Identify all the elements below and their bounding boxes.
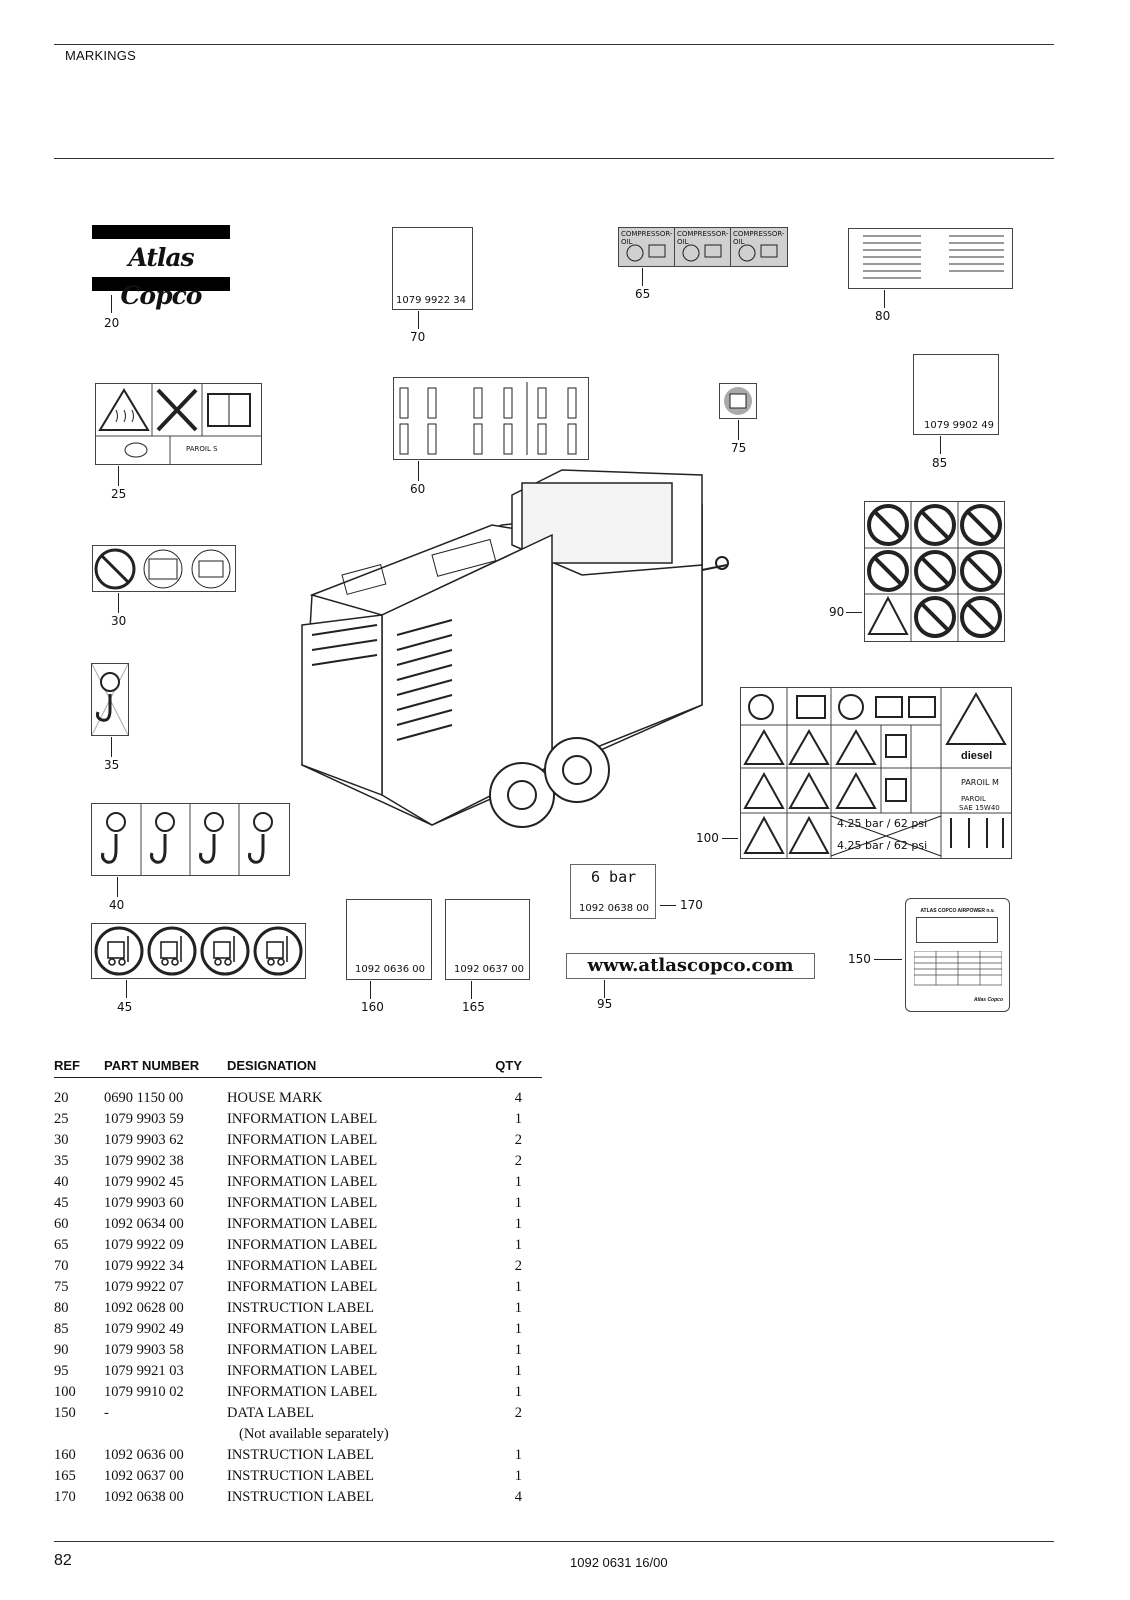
cell-designation: INFORMATION LABEL — [227, 1174, 378, 1190]
label-70-part-number: 1079 9922 34 — [396, 295, 466, 306]
gauge-indicator-icons — [394, 378, 588, 459]
cell-part-number: 1079 9902 49 — [104, 1321, 184, 1337]
cell-designation: INFORMATION LABEL — [227, 1258, 378, 1274]
callout-20: 20 — [104, 316, 120, 330]
cell-part-number: 1079 9910 02 — [104, 1384, 184, 1400]
cell-qty: 1 — [514, 1321, 522, 1337]
label-85-part-number: 1079 9902 49 — [924, 420, 994, 431]
cell-part-number: 1092 0636 00 — [104, 1447, 184, 1463]
callout-165: 165 — [462, 1000, 485, 1014]
cell-qty: 1 — [514, 1111, 522, 1127]
label-25 — [95, 383, 262, 465]
label-95 — [566, 953, 815, 979]
table-row — [54, 1340, 542, 1361]
cell-designation: INFORMATION LABEL — [227, 1153, 378, 1169]
cell-qty: 1 — [514, 1300, 522, 1316]
instruction-text-lines — [849, 229, 1012, 288]
label-160 — [346, 899, 432, 980]
cell-ref: 75 — [54, 1279, 69, 1295]
callout-40: 40 — [109, 898, 125, 912]
cell-ref: 85 — [54, 1321, 69, 1337]
callout-75: 75 — [731, 441, 747, 455]
prohibition-signs-grid — [865, 502, 1004, 641]
callout-65: 65 — [635, 287, 651, 301]
table-row — [54, 1151, 542, 1172]
parts-table — [54, 1058, 542, 1508]
cell-designation: INFORMATION LABEL — [227, 1279, 378, 1295]
data-label-header: ATLAS COPCO AIRPOWER n.v. — [920, 908, 995, 914]
callout-30: 30 — [111, 614, 127, 628]
cell-qty: 1 — [514, 1174, 522, 1190]
not-available-note: (Not available separately) — [239, 1426, 389, 1442]
label-35 — [91, 663, 129, 736]
house-mark-label — [92, 225, 230, 310]
section-title: MARKINGS — [65, 48, 136, 63]
house-mark-logo: Atlas Copco — [120, 243, 202, 310]
compressor-oil-text-1: COMPRESSOR-OIL — [621, 230, 673, 246]
cell-part-number: 1079 9903 60 — [104, 1195, 184, 1211]
cell-qty: 4 — [514, 1489, 522, 1505]
cell-qty: 2 — [514, 1258, 522, 1274]
cell-designation: INSTRUCTION LABEL — [227, 1447, 375, 1463]
cell-ref: 160 — [54, 1447, 76, 1463]
cell-qty: 1 — [514, 1237, 522, 1253]
compressor-oil-text-3: COMPRESSOR-OIL — [733, 230, 785, 246]
hot-surface-warning-icon — [96, 384, 261, 464]
website-url-text: www.atlascopco.com — [587, 955, 794, 976]
cell-designation: INSTRUCTION LABEL — [227, 1468, 375, 1484]
table-row — [54, 1319, 542, 1340]
cell-ref: 20 — [54, 1090, 69, 1106]
callout-90: 90 — [829, 605, 845, 619]
compressor-unit-illustration — [282, 465, 732, 850]
cell-qty: 1 — [514, 1342, 522, 1358]
cell-part-number: 1079 9921 03 — [104, 1363, 184, 1379]
header-qty: QTY — [471, 1058, 542, 1078]
label-165-part-number: 1092 0637 00 — [454, 964, 524, 975]
callout-95: 95 — [597, 997, 613, 1011]
sae-text: SAE 15W40 — [959, 804, 1000, 812]
cell-ref: 150 — [54, 1405, 76, 1421]
callout-170: 170 — [680, 898, 703, 912]
safety-warning-grid — [741, 688, 1011, 858]
label-85 — [913, 354, 999, 435]
cell-qty: 1 — [514, 1384, 522, 1400]
cell-ref: 30 — [54, 1132, 69, 1148]
pressure-text-2: 4.25 bar / 62 psi — [837, 839, 928, 852]
cell-designation: INSTRUCTION LABEL — [227, 1489, 375, 1505]
cell-qty: 2 — [514, 1132, 522, 1148]
cell-qty: 1 — [514, 1195, 522, 1211]
cell-ref: 80 — [54, 1300, 69, 1316]
cell-qty: 1 — [514, 1279, 522, 1295]
cell-designation: INFORMATION LABEL — [227, 1237, 378, 1253]
callout-25: 25 — [111, 487, 127, 501]
cell-part-number: 1092 0628 00 — [104, 1300, 184, 1316]
cell-ref: 70 — [54, 1258, 69, 1274]
callout-80: 80 — [875, 309, 891, 323]
table-row — [54, 1088, 542, 1109]
cell-ref: 170 — [54, 1489, 76, 1505]
label-65 — [618, 227, 788, 267]
table-row — [54, 1172, 542, 1193]
table-row — [54, 1109, 542, 1130]
callout-85: 85 — [932, 456, 948, 470]
label-170 — [570, 864, 656, 919]
cell-part-number: 1092 0634 00 — [104, 1216, 184, 1232]
cell-part-number: 1079 9922 07 — [104, 1279, 184, 1295]
table-row — [54, 1193, 542, 1214]
gauge-icons — [619, 240, 789, 266]
cell-part-number: 1079 9903 62 — [104, 1132, 184, 1148]
label-160-part-number: 1092 0636 00 — [355, 964, 425, 975]
cell-ref: 60 — [54, 1216, 69, 1232]
prohibition-read-manual-icons — [93, 546, 235, 591]
cell-designation: INFORMATION LABEL — [227, 1321, 378, 1337]
header-rule-bottom — [54, 158, 1054, 159]
table-row — [54, 1214, 542, 1235]
cell-ref: 165 — [54, 1468, 76, 1484]
callout-60: 60 — [410, 482, 426, 496]
label-60 — [393, 377, 589, 460]
table-row — [54, 1256, 542, 1277]
data-label-brand: Atlas Copco — [973, 997, 1003, 1003]
table-row — [54, 1403, 542, 1424]
cell-designation: INSTRUCTION LABEL — [227, 1300, 375, 1316]
cell-qty: 2 — [514, 1405, 522, 1421]
callout-35: 35 — [104, 758, 120, 772]
table-row — [54, 1382, 542, 1403]
label-40 — [91, 803, 290, 876]
header-rule-top — [54, 44, 1054, 45]
cell-designation: INFORMATION LABEL — [227, 1111, 378, 1127]
label-75 — [719, 383, 757, 419]
document-number: 1092 0631 16/00 — [570, 1555, 668, 1570]
table-row — [54, 1487, 542, 1508]
cell-part-number: 1079 9922 09 — [104, 1237, 184, 1253]
cell-designation: INFORMATION LABEL — [227, 1342, 378, 1358]
cell-ref: 65 — [54, 1237, 69, 1253]
label-70 — [392, 227, 473, 310]
cell-qty: 1 — [514, 1363, 522, 1379]
cell-designation: HOUSE MARK — [227, 1090, 323, 1106]
callout-100: 100 — [696, 831, 719, 845]
pressure-text-1: 4.25 bar / 62 psi — [837, 817, 928, 830]
cell-designation: INFORMATION LABEL — [227, 1195, 378, 1211]
callout-70: 70 — [410, 330, 426, 344]
cell-designation: DATA LABEL — [227, 1405, 315, 1421]
header-part-number: PART NUMBER — [104, 1058, 227, 1078]
cell-ref: 35 — [54, 1153, 69, 1169]
cell-part-number: 1092 0637 00 — [104, 1468, 184, 1484]
cell-qty: 1 — [514, 1468, 522, 1484]
footer-rule — [54, 1541, 1054, 1542]
paroil-text: PAROIL — [961, 795, 986, 803]
label-170-value: 6 bar — [591, 868, 637, 886]
lifting-hook-icons — [92, 804, 289, 875]
parts-table-header — [54, 1058, 542, 1078]
table-row — [54, 1298, 542, 1319]
cell-part-number: 1092 0638 00 — [104, 1489, 184, 1505]
cell-part-number: 0690 1150 00 — [104, 1090, 184, 1106]
data-label-table — [914, 951, 1002, 989]
cell-part-number: 1079 9902 38 — [104, 1153, 184, 1169]
label-165 — [445, 899, 530, 980]
compressor-oil-text-2: COMPRESSOR-OIL — [677, 230, 729, 246]
table-row — [54, 1130, 542, 1151]
label-30 — [92, 545, 236, 592]
cell-qty: 1 — [514, 1447, 522, 1463]
header-ref: REF — [54, 1058, 104, 1078]
paroil-m-text: PAROIL M — [961, 778, 999, 787]
cell-part-number: 1079 9903 58 — [104, 1342, 184, 1358]
header-designation: DESIGNATION — [227, 1058, 471, 1078]
label-45 — [91, 923, 306, 979]
label-170-part-number: 1092 0638 00 — [579, 903, 649, 914]
table-row — [54, 1445, 542, 1466]
cell-ref: 95 — [54, 1363, 69, 1379]
cell-part-number: 1079 9902 45 — [104, 1174, 184, 1190]
cell-designation: INFORMATION LABEL — [227, 1132, 378, 1148]
cell-qty: 2 — [514, 1153, 522, 1169]
table-row — [54, 1361, 542, 1382]
label-100 — [740, 687, 1012, 859]
cell-part-number: 1079 9922 34 — [104, 1258, 184, 1274]
label-150 — [905, 898, 1010, 1012]
callout-45: 45 — [117, 1000, 133, 1014]
table-row — [54, 1466, 542, 1487]
callout-150: 150 — [848, 952, 871, 966]
lifting-hook-icon — [92, 664, 128, 735]
cell-designation: INFORMATION LABEL — [227, 1216, 378, 1232]
cell-ref: 45 — [54, 1195, 69, 1211]
diesel-text: diesel — [961, 750, 993, 762]
cell-ref: 40 — [54, 1174, 69, 1190]
table-row — [54, 1235, 542, 1256]
manual-book-icon — [720, 384, 756, 418]
callout-160: 160 — [361, 1000, 384, 1014]
label-90 — [864, 501, 1005, 642]
paroil-s-text: PAROIL S — [186, 445, 218, 453]
cell-qty: 4 — [514, 1090, 522, 1106]
cell-designation: INFORMATION LABEL — [227, 1363, 378, 1379]
cell-designation: INFORMATION LABEL — [227, 1384, 378, 1400]
label-80 — [848, 228, 1013, 289]
table-note-row — [54, 1424, 542, 1445]
cell-ref: 25 — [54, 1111, 69, 1127]
forklift-icons — [92, 924, 305, 978]
table-row — [54, 1277, 542, 1298]
page-number: 82 — [54, 1552, 72, 1569]
cell-ref: 90 — [54, 1342, 69, 1358]
cell-ref: 100 — [54, 1384, 76, 1400]
cell-qty: 1 — [514, 1216, 522, 1232]
cell-part-number: 1079 9903 59 — [104, 1111, 184, 1127]
cell-part-number: - — [104, 1405, 109, 1421]
